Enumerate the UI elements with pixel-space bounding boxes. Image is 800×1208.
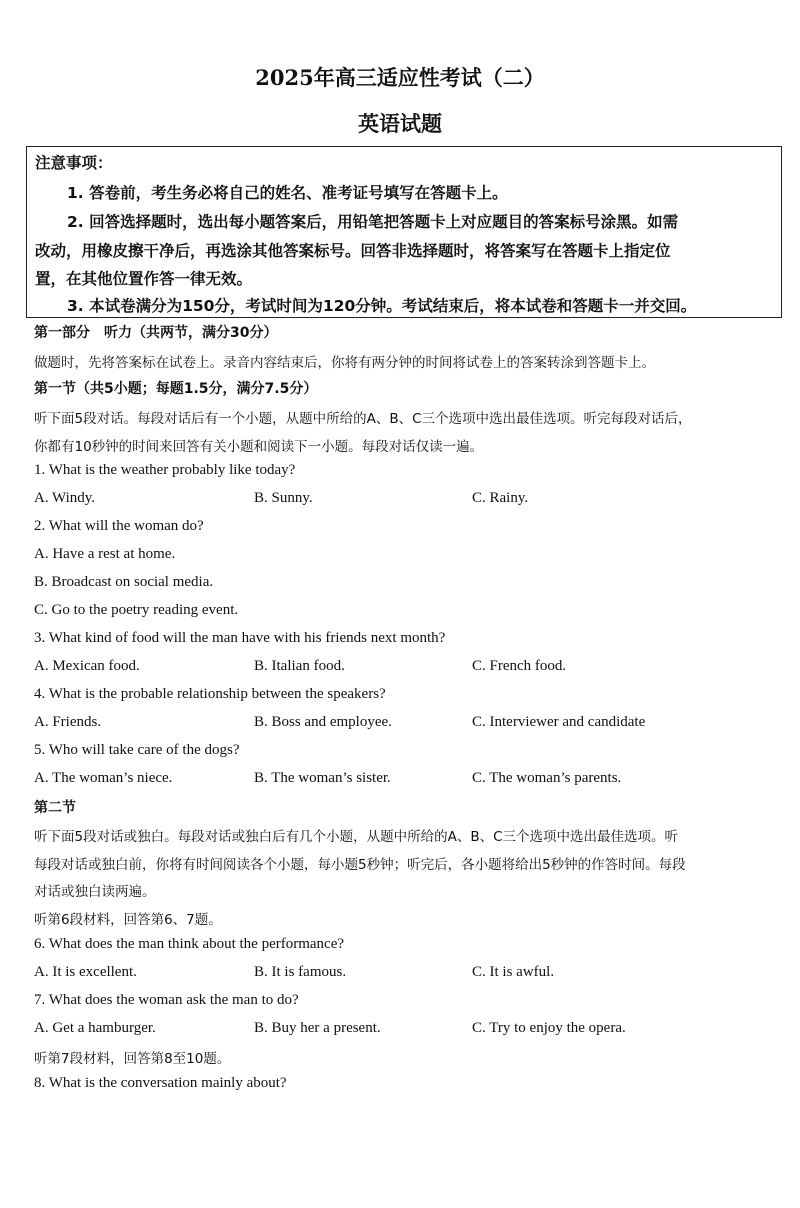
question-1-stem: 1. What is the weather probably like today? bbox=[34, 462, 296, 478]
question-6-stem: 6. What does the man think about the performance? bbox=[34, 936, 345, 952]
question-5-option-b: B. The woman’s sister. bbox=[254, 770, 391, 786]
question-7-option-b: B. Buy her a present. bbox=[254, 1020, 381, 1036]
part1-heading: 第一部分 听力（共两节，满分30分） bbox=[34, 325, 278, 341]
material-7-note: 听第7段材料，回答第8至10题。 bbox=[34, 1051, 231, 1067]
section2-instruction-line-3: 对话或独白读两遍。 bbox=[34, 884, 156, 900]
notice-item-3: 3. 本试卷满分为150分，考试时间为120分钟。考试结束后，将本试卷和答题卡一并交回。 bbox=[67, 297, 697, 315]
exam-title: 2025年高三适应性考试（二） bbox=[255, 65, 545, 90]
question-5-stem: 5. Who will take care of the dogs? bbox=[34, 742, 240, 758]
question-4-option-b: B. Boss and employee. bbox=[254, 714, 392, 730]
question-1-option-b: B. Sunny. bbox=[254, 490, 313, 506]
question-7-option-a: A. Get a hamburger. bbox=[34, 1020, 156, 1036]
section1-heading: 第一节（共5小题；每题1.5分，满分7.5分） bbox=[34, 381, 318, 397]
question-6-option-b: B. It is famous. bbox=[254, 964, 347, 980]
question-1-option-c: C. Rainy. bbox=[472, 490, 529, 506]
question-2-option-a: A. Have a rest at home. bbox=[34, 546, 176, 562]
question-6-option-a: A. It is excellent. bbox=[34, 964, 137, 980]
question-7-stem: 7. What does the woman ask the man to do? bbox=[34, 992, 299, 1008]
question-3-option-c: C. French food. bbox=[472, 658, 567, 674]
question-4-stem: 4. What is the probable relationship between the speakers? bbox=[34, 686, 386, 702]
subject-title: 英语试题 bbox=[358, 111, 442, 136]
section1-instruction-line-2: 你都有10秒钟的时间来回答有关小题和阅读下一小题。每段对话仅读一遍。 bbox=[34, 439, 484, 455]
question-6-option-c: C. It is awful. bbox=[472, 964, 555, 980]
question-2-stem: 2. What will the woman do? bbox=[34, 518, 204, 534]
material-6-note: 听第6段材料，回答第6、7题。 bbox=[34, 912, 222, 928]
question-5-option-a: A. The woman’s niece. bbox=[34, 770, 173, 786]
part1-instruction: 做题时，先将答案标在试卷上。录音内容结束后，你将有两分钟的时间将试卷上的答案转涂到答题卡上。 bbox=[34, 355, 655, 371]
section1-instruction-line-1: 听下面5段对话。每段对话后有一个小题，从题中所给的A、B、C三个选项中选出最佳选项。听完每段对话后， bbox=[34, 411, 692, 427]
notice-heading: 注意事项： bbox=[35, 154, 113, 172]
question-3-stem: 3. What kind of food will the man have with his friends next month? bbox=[34, 630, 446, 646]
question-2-option-c: C. Go to the poetry reading event. bbox=[34, 602, 239, 618]
question-3-option-b: B. Italian food. bbox=[254, 658, 345, 674]
question-1-option-a: A. Windy. bbox=[34, 490, 96, 506]
question-8-stem: 8. What is the conversation mainly about? bbox=[34, 1075, 287, 1091]
question-4-option-c: C. Interviewer and candidate bbox=[472, 714, 646, 730]
section2-heading: 第二节 bbox=[34, 800, 76, 816]
section2-instruction-line-2: 每段对话或独白前，你将有时间阅读各个小题，每小题5秒钟；听完后，各小题将给出5秒钟的作答时间。每段 bbox=[34, 857, 686, 873]
question-2-option-b: B. Broadcast on social media. bbox=[34, 574, 214, 590]
notice-item-2-line-3: 置，在其他位置作答一律无效。 bbox=[35, 270, 253, 288]
notice-item-1: 1. 答卷前，考生务必将自己的姓名、准考证号填写在答题卡上。 bbox=[67, 184, 508, 202]
question-7-option-c: C. Try to enjoy the opera. bbox=[472, 1020, 626, 1036]
question-3-option-a: A. Mexican food. bbox=[34, 658, 140, 674]
question-5-option-c: C. The woman’s parents. bbox=[472, 770, 622, 786]
notice-item-2-line-1: 2. 回答选择题时，选出每小题答案后，用铅笔把答题卡上对应题目的答案标号涂黑。如需 bbox=[67, 213, 679, 231]
question-4-option-a: A. Friends. bbox=[34, 714, 102, 730]
section2-instruction-line-1: 听下面5段对话或独白。每段对话或独白后有几个小题，从题中所给的A、B、C三个选项中选出最佳选项。听 bbox=[34, 829, 679, 845]
notice-box bbox=[26, 146, 782, 318]
notice-item-2-line-2: 改动，用橡皮擦干净后，再选涂其他答案标号。回答非选择题时，将答案写在答题卡上指定位 bbox=[35, 242, 671, 260]
